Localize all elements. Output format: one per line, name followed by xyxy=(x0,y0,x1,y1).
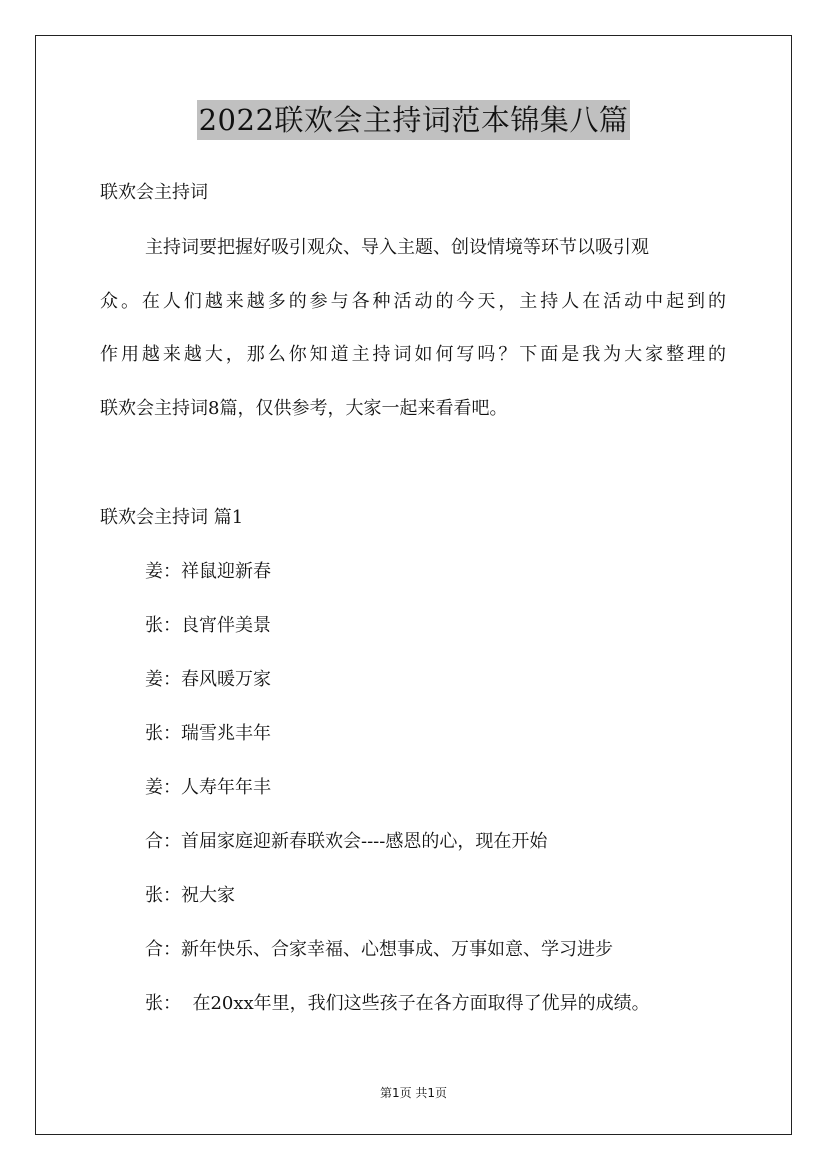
dialogue-line: 张：祝大家 xyxy=(145,885,235,906)
dialogue-line: 张：瑞雪兆丰年 xyxy=(145,723,271,744)
dialogue-line: 合：新年快乐、合家幸福、心想事成、万事如意、学习进步 xyxy=(145,939,613,960)
title-container xyxy=(0,100,827,140)
dialogue-line: 合：首届家庭迎新春联欢会----感恩的心，现在开始 xyxy=(145,831,548,852)
piece-heading: 联欢会主持词 篇1 xyxy=(100,507,244,528)
page-footer: 第1页 共1页 xyxy=(379,1086,448,1100)
dialogue-line: 张：良宵伴美景 xyxy=(145,615,271,636)
intro-line-2: 众。在人们越来越多的参与各种活动的今天，主持人在活动中起到的 xyxy=(100,291,726,312)
intro-line-1: 主持词要把握好吸引观众、导入主题、创设情境等环节以吸引观 xyxy=(145,237,649,258)
document-title: 2022联欢会主持词范本锦集八篇 xyxy=(197,100,631,140)
dialogue-line: 张： 在20xx年里，我们这些孩子在各方面取得了优异的成绩。 xyxy=(145,993,650,1014)
dialogue-line: 姜：春风暖万家 xyxy=(145,669,271,690)
section-heading: 联欢会主持词 xyxy=(100,182,208,203)
intro-line-3: 作用越来越大，那么你知道主持词如何写吗？下面是我为大家整理的 xyxy=(100,344,726,365)
intro-line-4: 联欢会主持词8篇，仅供参考，大家一起来看看吧。 xyxy=(100,398,508,419)
dialogue-line: 姜：祥鼠迎新春 xyxy=(145,561,271,582)
dialogue-line: 姜：人寿年年丰 xyxy=(145,777,271,798)
